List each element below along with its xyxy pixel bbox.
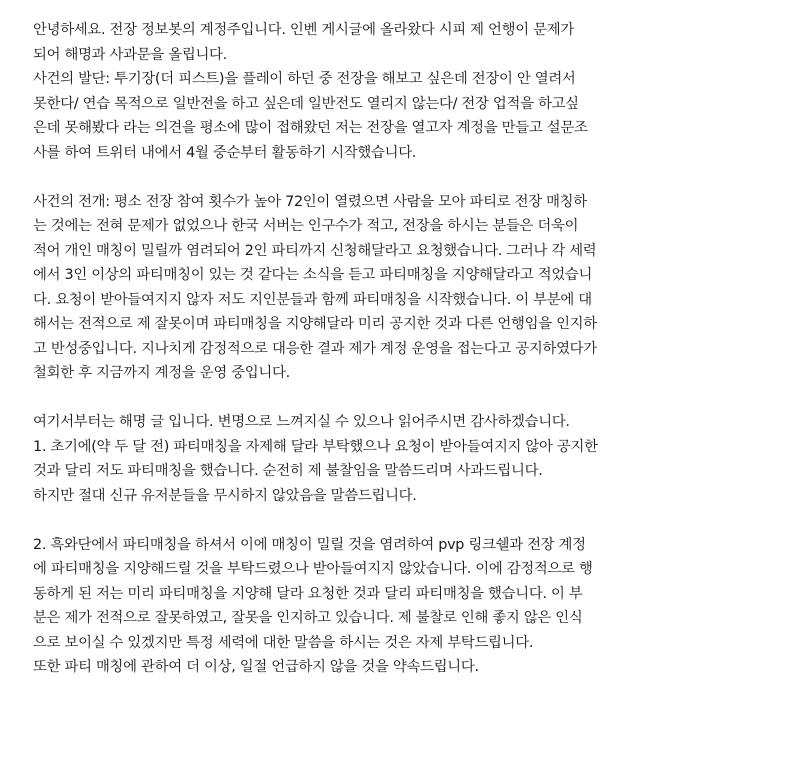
text-line: 또한 파티 매칭에 관하여 더 이상, 일절 언급하지 않을 것을 약속드립니다. [33,659,479,675]
text-line: 것과 달리 저도 파티매칭을 했습니다. 순전히 제 불찰임을 말씀드리며 사과드립니다. [33,463,543,479]
text-line: 사건의 발단: 투기장(더 피스트)을 플레이 하던 중 전장을 해보고 싶은데 전장이 안 열려서 [33,71,576,87]
text-line: 에 파티매칭을 지양해드릴 것을 부탁드렸으나 받아들여지지 않았습니다. 이에 감정적으로 행 [33,561,593,577]
text-line: 안녕하세요. 전장 정보봇의 계정주입니다. 인벤 게시글에 올라왔다 시피 제 언행이 문제가 [33,22,574,38]
text-line: 동하게 된 저는 미리 파티매칭을 지양해 달라 요청한 것과 달리 파티매칭을 했습니다. 이 부 [33,585,583,602]
text-line: 철회한 후 지금까지 계정을 운영 중입니다. [33,365,290,381]
blank-line [33,508,773,533]
paragraph-explanation-2 [33,533,773,680]
paragraph-intro [33,18,773,165]
text-line: 는 것에는 전혀 문제가 없었으나 한국 서버는 인구수가 적고, 전장을 하시는 분들은 더욱이 [33,218,579,234]
text-line: 사건의 전개: 평소 전장 참여 횟수가 높아 72인이 열렸으면 사람을 모아 파티로 전장 매칭하 [33,193,587,210]
text-line: 되어 해명과 사과문을 올립니다. [33,46,227,63]
text-line: 은데 못해봤다 라는 의견을 평소에 많이 접해왔던 저는 전장을 열고자 계정을 만들고 설문조 [33,120,588,136]
text-line: 분은 제가 전적으로 잘못하였고, 잘못을 인지하고 있습니다. 제 불찰로 인해 좋지 않은 인식 [33,610,583,626]
document-body [33,18,773,680]
text-line: 으로 보이실 수 있겠지만 특정 세력에 대한 말씀을 하시는 것은 자제 부탁드립니다. [33,634,534,651]
blank-line [33,386,773,411]
text-line: 해서는 전적으로 제 잘못이며 파티매칭을 지양해달라 미리 공지한 것과 다른 언행임을 인지하 [33,316,597,332]
text-line: 사를 하여 트위터 내에서 4월 중순부터 활동하기 시작했습니다. [33,144,417,161]
text-line: 적어 개인 매칭이 밀릴까 염려되어 2인 파티까지 신청해달라고 요청했습니다. 그러나 각 세력 [33,242,597,259]
paragraph-development [33,190,773,386]
blank-line [33,165,773,190]
paragraph-explanation-1 [33,410,773,508]
text-line: 하지만 절대 신규 유저분들을 무시하지 않았음을 말씀드립니다. [33,487,417,504]
text-line: 2. 흑와단에서 파티매칭을 하셔서 이에 매칭이 밀릴 것을 염려하여 pvp 링크쉘과 전장 계정 [33,536,586,553]
text-line: 고 반성중입니다. 지나치게 감정적으로 대응한 결과 제가 계정 운영을 접는다고 공지하였다가 [33,340,597,357]
text-line: 에서 3인 이상의 파티매칭이 있는 것 같다는 소식을 듣고 파티매칭을 지양해달라고 적었습니 [33,267,593,283]
text-line: 1. 초기에(약 두 달 전) 파티매칭을 자제해 달라 부탁했으나 요청이 받아들여지지 않아 공지한 [33,438,598,455]
text-line: 못한다/ 연습 목적으로 일반전을 하고 싶은데 일반전도 열리지 않는다/ 전장 업적을 하고싶 [33,95,579,112]
text-line: 다. 요청이 받아들여지지 않자 저도 지인분들과 함께 파티매칭을 시작했습니다. 이 부분에 대 [33,291,592,308]
text-line: 여기서부터는 해명 글 입니다. 변명으로 느껴지실 수 있으나 읽어주시면 감사하겠습니다. [33,414,570,430]
